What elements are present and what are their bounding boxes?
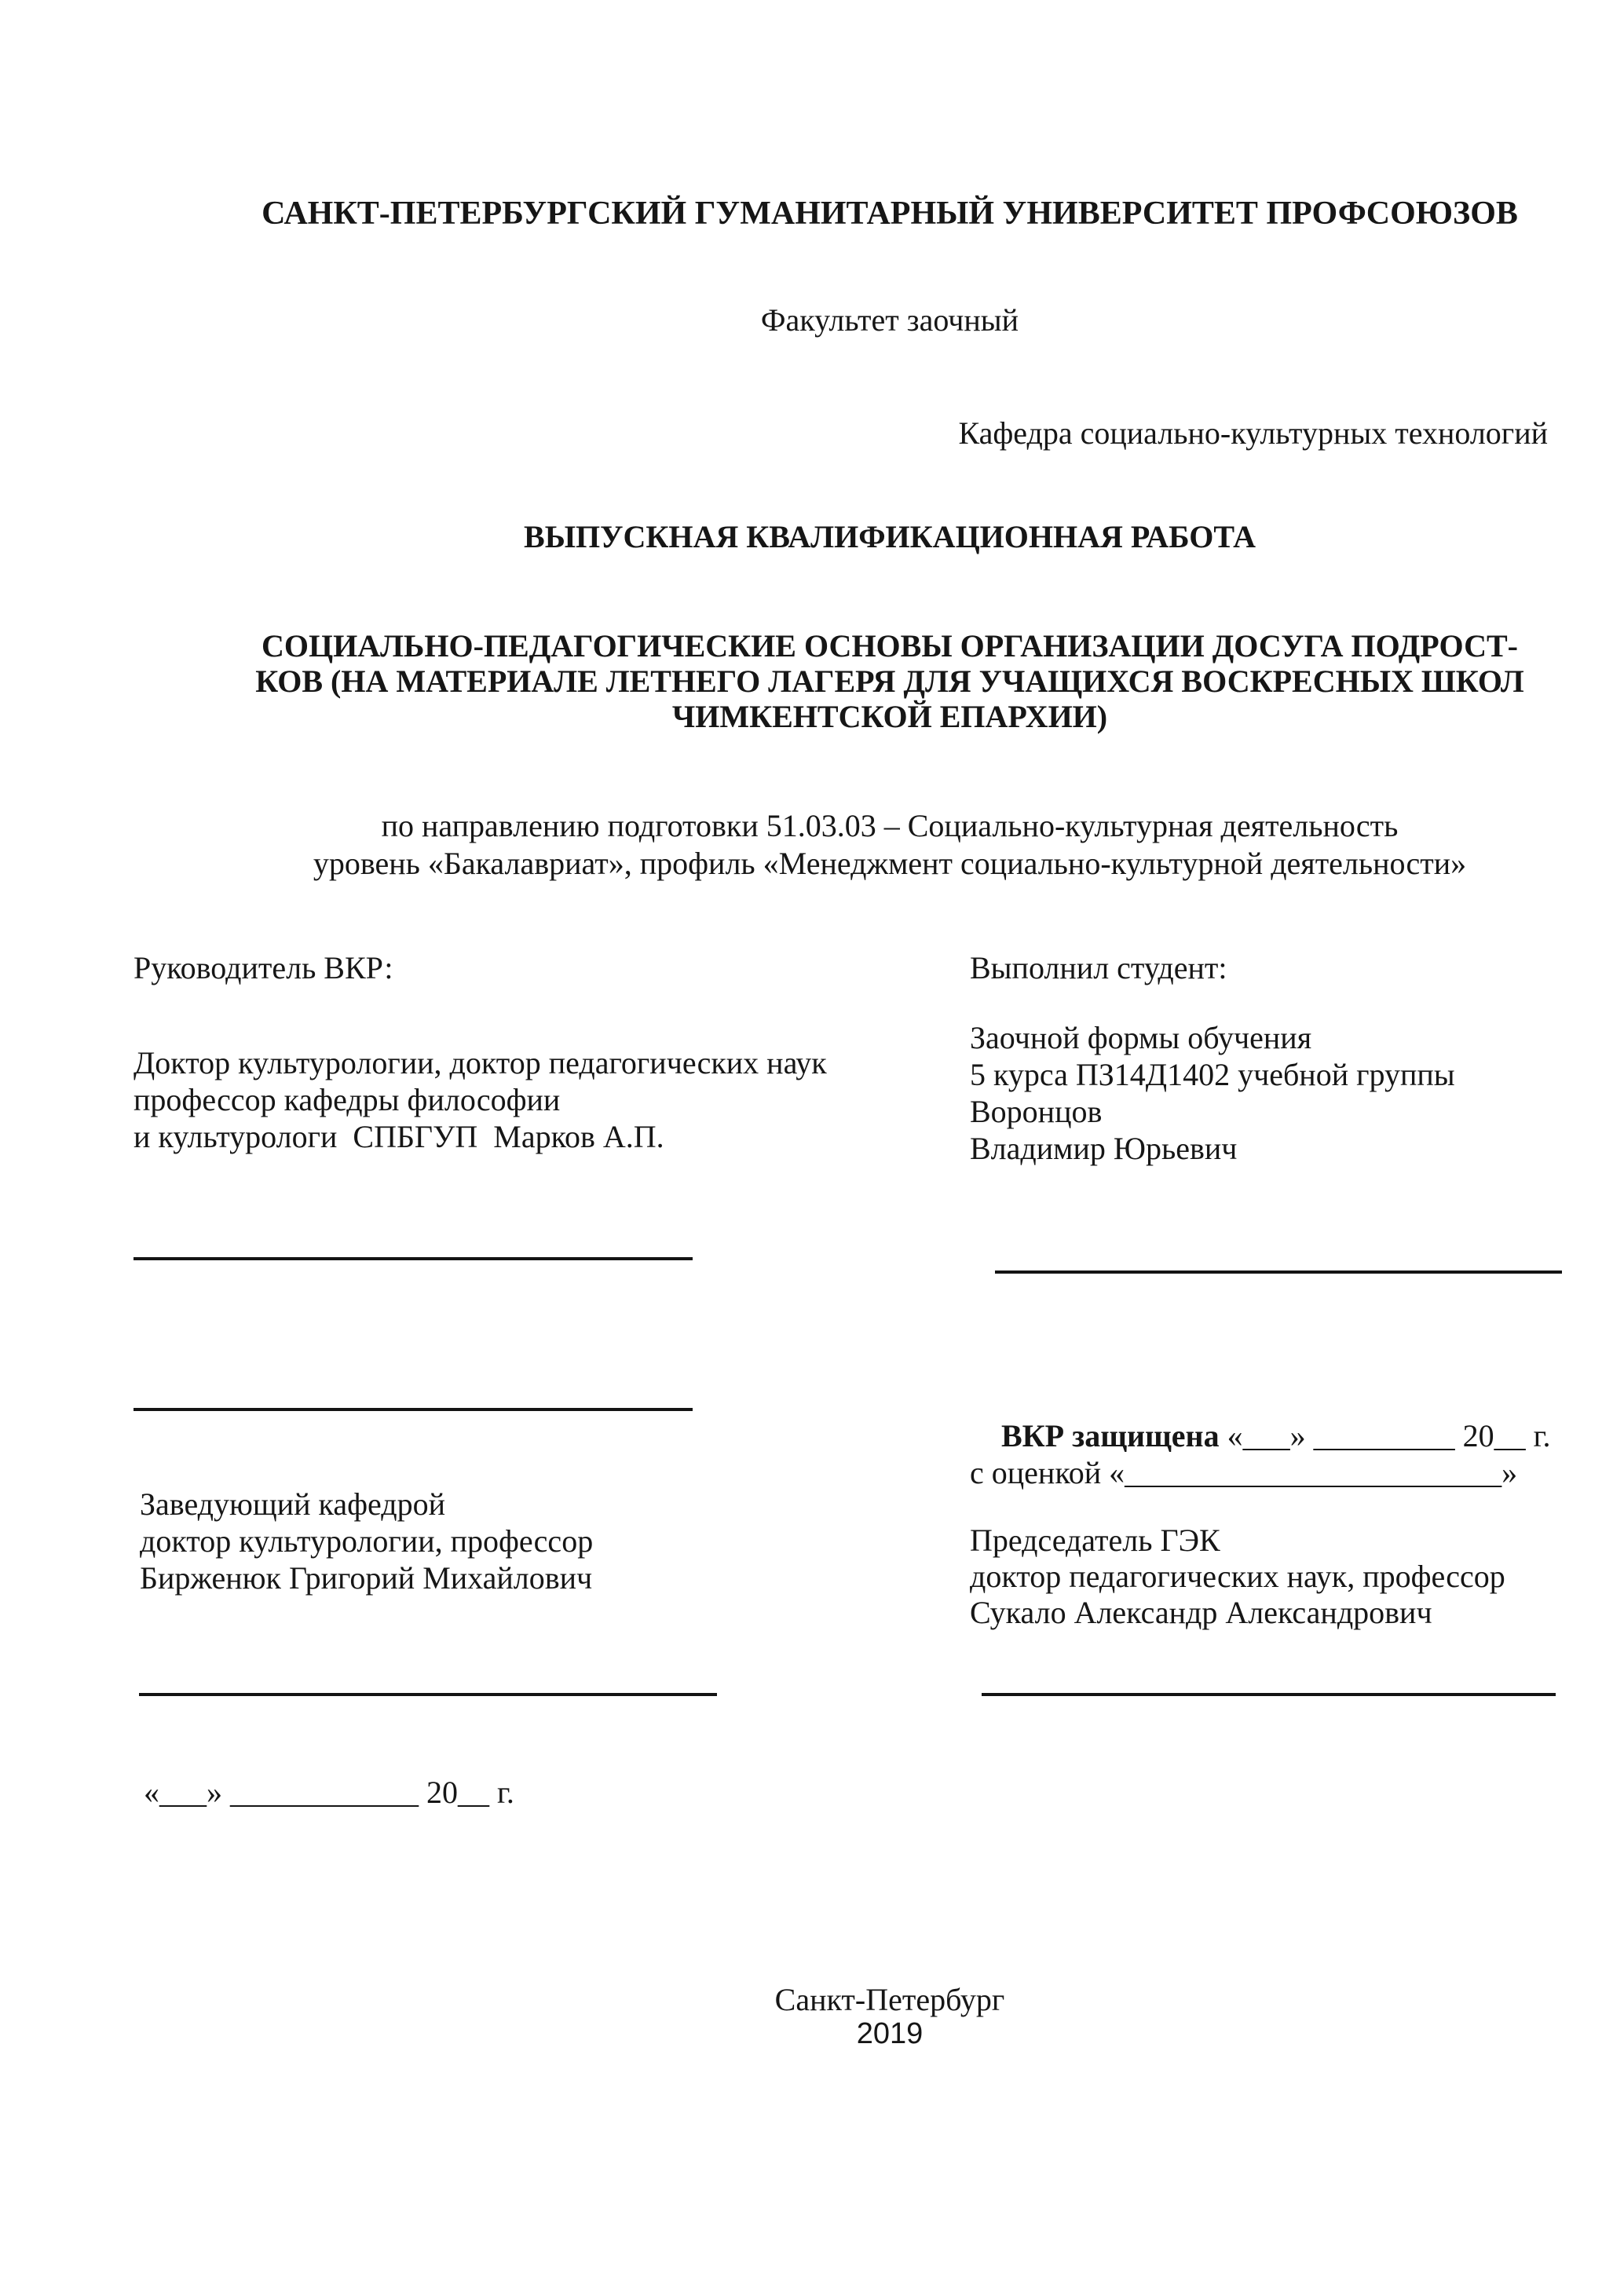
direction-block: [232, 807, 1548, 883]
defense-date-blank: «___» _________ 20__ г.: [1219, 1418, 1551, 1453]
chairman-info: [970, 1523, 1505, 1631]
supervisor-info: [134, 1044, 827, 1155]
department-line: Кафедра социально-культурных технологий: [958, 415, 1548, 451]
student-line-2: 5 курса ПЗ14Д1402 учебной группы: [970, 1057, 1455, 1092]
supervisor-line-2: профессор кафедры философии: [134, 1082, 561, 1117]
student-line-1: Заочной формы обучения: [970, 1020, 1312, 1055]
chairman-line-1: Председатель ГЭК: [970, 1523, 1220, 1558]
thesis-title-line-1: СОЦИАЛЬНО-ПЕДАГОГИЧЕСКИЕ ОСНОВЫ ОРГАНИЗАЦИИ ДОСУГА ПОДРОСТ-: [262, 628, 1518, 664]
date-line: «___» ____________ 20__ г.: [144, 1775, 514, 1810]
thesis-title-line-3: ЧИМКЕНТСКОЙ ЕПАРХИИ): [671, 699, 1108, 734]
thesis-title: [232, 628, 1548, 734]
head-line-2: доктор культурологии, профессор: [140, 1523, 594, 1559]
student-line-4: Владимир Юрьевич: [970, 1131, 1238, 1166]
direction-line-1: по направлению подготовки 51.03.03 – Социально-культурная деятельность: [381, 808, 1399, 843]
university-title: САНКТ-ПЕТЕРБУРГСКИЙ ГУМАНИТАРНЫЙ УНИВЕРСИТЕТ ПРОФСОЮЗОВ: [262, 196, 1518, 232]
student-label: Выполнил студент:: [970, 950, 1227, 985]
footer-city: Санкт-Петербург: [774, 1982, 1005, 2017]
student-signature-line: [995, 1270, 1562, 1274]
thesis-title-line-2: КОВ (НА МАТЕРИАЛЕ ЛЕТНЕГО ЛАГЕРЯ ДЛЯ УЧАЩИХСЯ ВОСКРЕСНЫХ ШКОЛ: [255, 664, 1524, 699]
direction-line-2: уровень «Бакалавриат», профиль «Менеджмент социально-культурной деятельности»: [313, 846, 1467, 881]
grade-line: с оценкой «________________________»: [970, 1455, 1518, 1490]
supervisor-signature-line: [134, 1257, 693, 1260]
supervisor-label: Руководитель ВКР:: [134, 950, 393, 985]
student-info: [970, 1019, 1455, 1167]
chairman-signature-line: [982, 1693, 1556, 1696]
defense-label: ВКР защищена: [1001, 1418, 1220, 1453]
head-line-3: Бирженюк Григорий Михайлович: [140, 1560, 593, 1596]
chairman-line-3: Сукало Александр Александрович: [970, 1595, 1432, 1630]
supervisor-line-3: и культурологи СПБГУП Марков А.П.: [134, 1119, 664, 1154]
head-of-department-info: [140, 1486, 593, 1596]
footer-year: 2019: [856, 2017, 924, 2050]
student-line-3: Воронцов: [970, 1094, 1103, 1129]
head-signature-line-bottom: [139, 1693, 717, 1696]
chairman-line-2: доктор педагогических наук, профессор: [970, 1559, 1505, 1594]
head-signature-line-top: [134, 1408, 693, 1411]
supervisor-line-1: Доктор культурологии, доктор педагогических наук: [134, 1045, 827, 1080]
work-type-title: ВЫПУСКНАЯ КВАЛИФИКАЦИОННАЯ РАБОТА: [524, 519, 1256, 554]
faculty-line: Факультет заочный: [760, 302, 1019, 338]
head-line-1: Заведующий кафедрой: [140, 1486, 446, 1522]
